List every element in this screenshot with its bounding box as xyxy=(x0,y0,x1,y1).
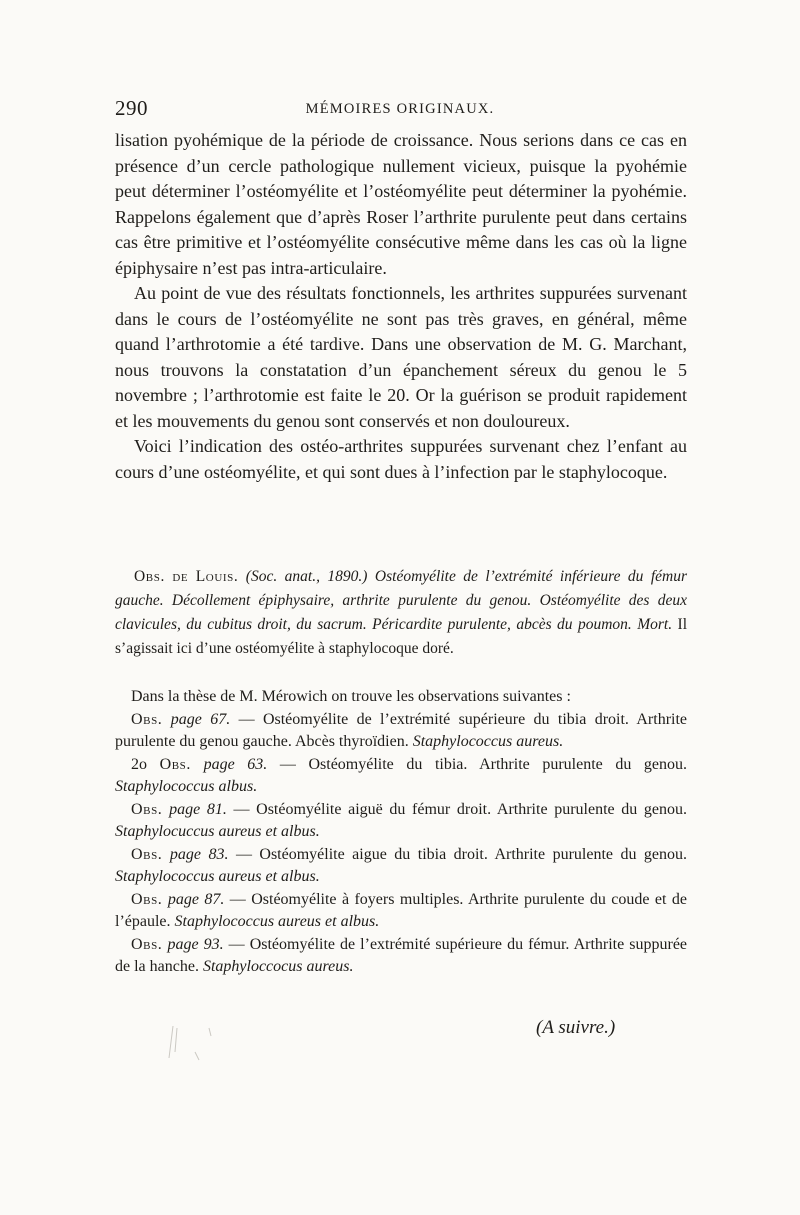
obs-page: page 63. xyxy=(203,755,268,773)
obs-organism: Staphylococcus aureus et albus. xyxy=(174,913,380,930)
obs-page: page 67. xyxy=(170,710,231,728)
ink-smudge xyxy=(165,1022,245,1062)
obs-text: — Ostéomyélite aigue du tibia droit. Arthrite purulente du genou. xyxy=(235,845,688,863)
obs-page: page 81. xyxy=(169,800,227,818)
observation-item xyxy=(115,934,687,979)
obs-label: Obs. xyxy=(131,710,163,728)
obs-organism: Staphylococcus albus. xyxy=(115,778,258,795)
obs-organism: Staphylocuccus aureus et albus. xyxy=(115,823,320,840)
obs-prefix: 2o xyxy=(131,755,147,773)
obs-text: — Ostéomyélite de l’extrémité supérieure du tibia droit. Arthrite purulente du genou gauche. Abcès thyroïdien. xyxy=(115,710,688,750)
note-author: Louis. xyxy=(195,568,239,585)
obs-label: Obs. xyxy=(131,845,163,863)
running-title: MÉMOIRES ORIGINAUX. xyxy=(305,101,495,117)
obs-organism: Staphylococcus aureus. xyxy=(412,733,564,750)
to-be-continued: (A suivre.) xyxy=(536,1017,616,1038)
body-paragraph: lisation pyohémique de la période de croissance. Nous serions dans ce cas en présence d’un cercle pathologique nullement vicieux, puisque la pyohémie peut déterminer l’ostéomyélite et l’ostéomyélite peut déterminer la pyohémie. Rappelons également que d’après Roser l’arthrite purulente peut dans certains cas être primitive et l’ostéomyélite consécutive même dans les cas où la ligne épiphysaire n’est pas intra-articulaire. xyxy=(115,130,687,278)
body-paragraph: Voici l’indication des ostéo-arthrites suppurées survenant chez l’enfant au cours d’une ostéomyélite, et qui sont dues à l’infection par le staphylocoque. xyxy=(115,436,687,482)
obs-text: — Ostéomyélite de l’extrémité supérieure du fémur. Arthrite suppurée de la hanche. xyxy=(115,935,688,975)
body-paragraph: Au point de vue des résultats fonctionnels, les arthrites suppurées survenant dans le cours de l’ostéomyélite ne sont pas très graves, en général, même quand l’arthrotomie a été tardive. Dans une observation de M. G. Marchant, nous trouvons la constatation d’un épanchement séreux du genou le 5 novembre ; l’arthrotomie est faite le 20. Or la guérison se produit rapidement et les mouvements du genou sont conservés et non douloureux. xyxy=(115,283,687,431)
obs-text: — Ostéomyélite du tibia. Arthrite purulente du genou. xyxy=(279,755,688,773)
note-remark: Il s’agissait ici d’une ostéomyélite à staphylocoque doré. xyxy=(115,616,688,657)
obs-organism: Staphylococcus aureus et albus. xyxy=(115,868,320,885)
note-description: Ostéomyélite de l’extrémité inférieure du fémur gauche. Décollement épiphysaire, arthrite purulente du genou. Ostéomyélite des deux clavicules, du cubitus droit, du sacrum. Péricardite purulente, abcès du poumon. Mort. xyxy=(115,568,688,633)
observation-list xyxy=(115,686,687,979)
note-obs-label: Obs. xyxy=(134,568,165,585)
note-source: (Soc. anat., 1890.) xyxy=(245,568,368,585)
obs-label: Obs. xyxy=(131,800,163,818)
obs-page: page 83. xyxy=(169,845,229,863)
these-intro: Dans la thèse de M. Mérowich on trouve les observations suivantes : xyxy=(131,688,571,705)
obs-label: Obs. xyxy=(131,935,163,953)
page-header xyxy=(115,96,685,124)
observation-item xyxy=(115,799,687,844)
obs-organism: Staphyloccocus aureus. xyxy=(202,958,354,975)
note-author-prefix: de xyxy=(172,568,189,585)
obs-label: Obs. xyxy=(159,755,192,773)
main-text xyxy=(115,128,687,485)
observation-item xyxy=(115,754,687,799)
observation-item xyxy=(115,709,687,754)
obs-label: Obs. xyxy=(131,890,163,908)
obs-text: — Ostéomyélite à foyers multiples. Arthrite purulente du coude et de l’épaule. xyxy=(115,890,687,930)
obs-page: page 93. xyxy=(167,935,224,953)
obs-text: — Ostéomyélite aiguë du fémur droit. Arthrite purulente du genou. xyxy=(233,800,688,818)
citation-note xyxy=(115,565,687,661)
observation-item xyxy=(115,844,687,889)
page-number: 290 xyxy=(115,96,148,120)
obs-page: page 87. xyxy=(167,890,225,908)
observation-item xyxy=(115,889,687,934)
